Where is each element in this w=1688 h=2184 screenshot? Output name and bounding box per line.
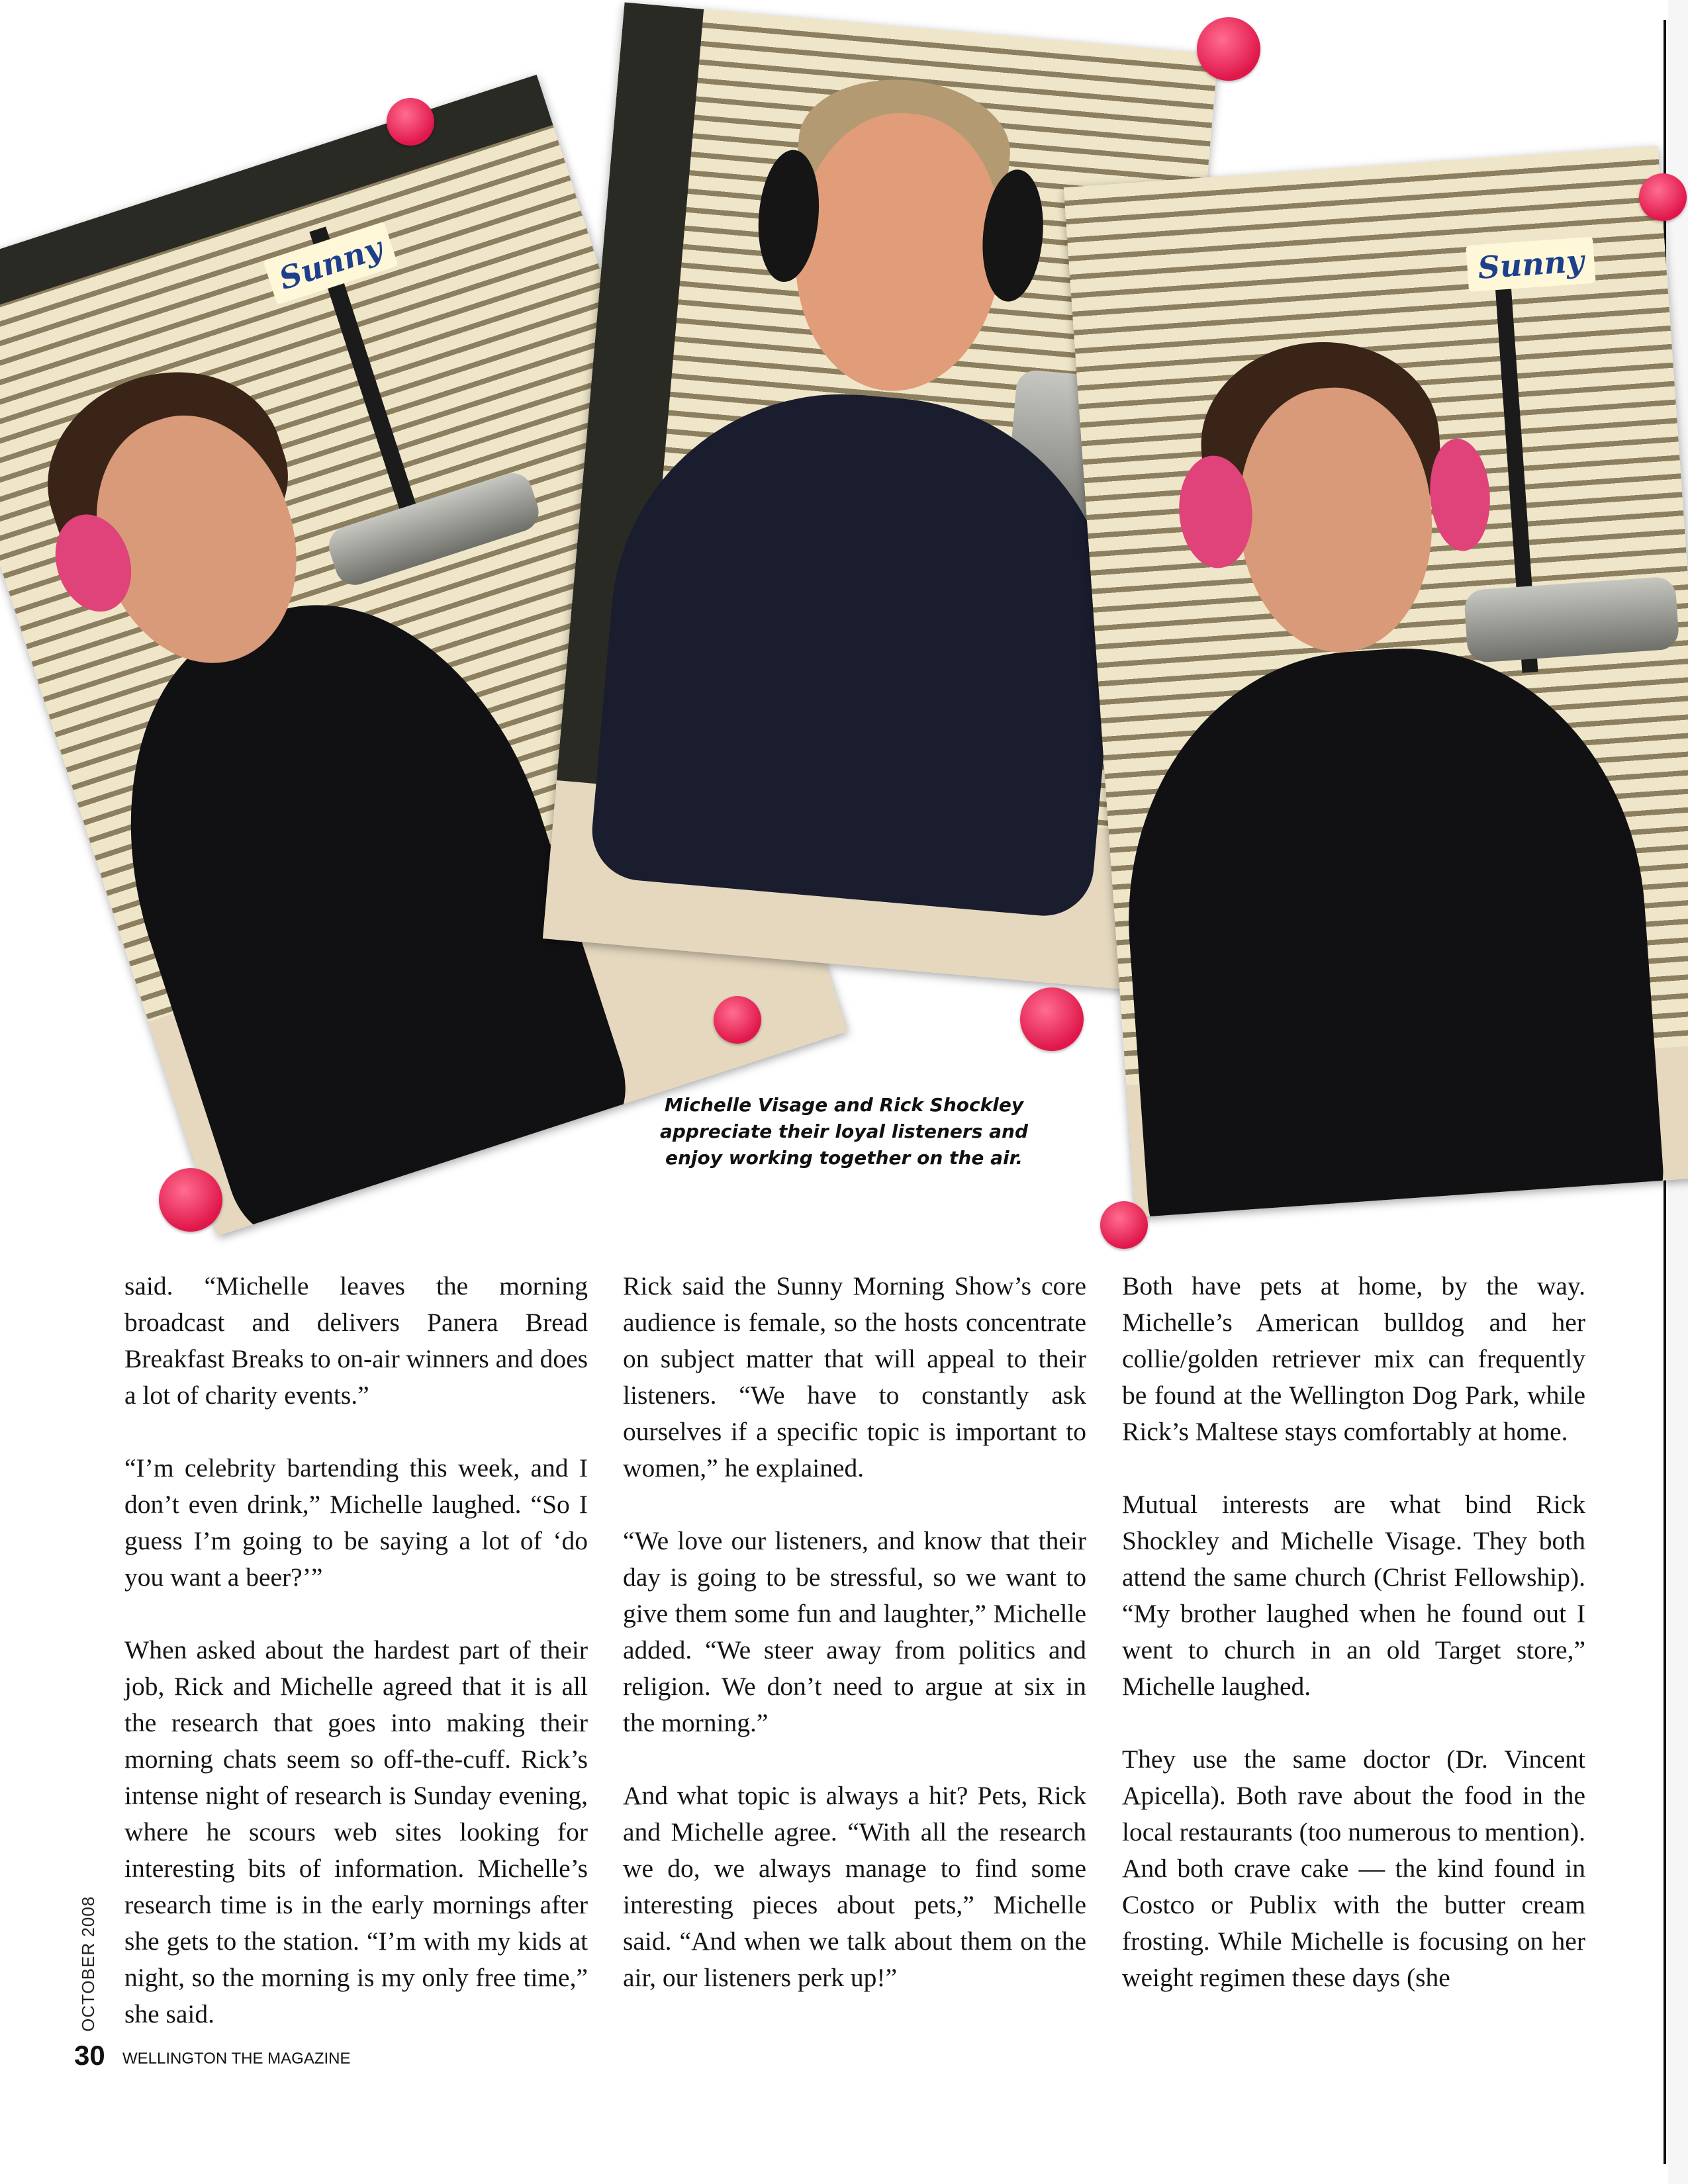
paragraph: And what topic is always a hit? Pets, Rick and Michelle agree. “With all the research we do, we always manage to find some interesting pieces about pets,” Michelle said. “And when we talk about them on the air, our listeners perk up!” <box>623 1781 1086 1992</box>
pink-dot <box>1197 17 1260 81</box>
pink-dot <box>1639 173 1687 221</box>
paragraph: Rick said the Sunny Morning Show’s core audience is female, so the hosts concentrate on subject matter that will appeal to their listeners. “We have to constantly ask ourselves if a specific topic is important to women,” he explained. <box>623 1271 1086 1482</box>
pink-dot <box>1100 1201 1148 1249</box>
magazine-name: WELLINGTON THE MAGAZINE <box>122 2050 351 2068</box>
paragraph: “I’m celebrity bartending this week, and I don’t even drink,” Michelle laughed. “So I guess I’m going to be saying a lot of ‘do you want a beer?’” <box>124 1453 588 1592</box>
paragraph: “We love our listeners, and know that their day is going to be stressful, so we want to give them some fun and laughter,” Michelle added. “We steer away from politics and religion. We don’t need to argue at six in the morning.” <box>623 1526 1086 1737</box>
caption-line: enjoy working together on the air. <box>665 1147 1023 1169</box>
paragraph: said. “Michelle leaves the morning broadcast and delivers Panera Bread Breakfast Breaks to on-air winners and does a lot of charity events.” <box>124 1271 588 1410</box>
paragraph: When asked about the hardest part of their job, Rick and Michelle agreed that it is all the research that goes into making their morning chats seem so off-the-cuff. Rick’s intense night of research is Sunday evening, where he scours web sites looking for interesting bits of information. Michelle’s research time is in the early mornings after she gets to the station. “I’m with my kids at night, so the morning is my only free time,” she said. <box>124 1635 588 2028</box>
issue-date: OCTOBER 2008 <box>78 1895 98 2032</box>
photo-caption <box>652 1092 1036 1171</box>
pink-dot <box>714 996 761 1044</box>
paragraph: They use the same doctor (Dr. Vincent Apicella). Both rave about the food in the local restaurants (too numerous to mention). And both crave cake — the kind found in Costco or Publix with the butter cream frosting. While Michelle is focusing on her weight regimen these days (she <box>1122 1745 1585 1992</box>
pink-dot <box>387 98 434 146</box>
text-column-1 <box>124 1268 588 2032</box>
station-sign: Sunny <box>263 222 399 305</box>
text-column-2 <box>623 1268 1086 1996</box>
page-number: 30 <box>74 2040 105 2071</box>
pink-dot <box>159 1168 222 1232</box>
pink-dot <box>1020 987 1084 1051</box>
photo-michelle-right <box>1064 146 1688 1218</box>
station-sign-right: Sunny <box>1466 237 1596 292</box>
text-column-3 <box>1122 1268 1585 1996</box>
paragraph: Both have pets at home, by the way. Michelle’s American bulldog and her collie/golden retriever mix can frequently be found at the Wellington Dog Park, while Rick’s Maltese stays comfortably at home. <box>1122 1271 1585 1446</box>
caption-line: appreciate their loyal listeners and <box>659 1120 1029 1142</box>
caption-line: Michelle Visage and Rick Shockley <box>664 1094 1024 1116</box>
paragraph: Mutual interests are what bind Rick Shockley and Michelle Visage. They both attend the same church (Christ Fellowship). “My brother laughed when he found out I went to church in an old Target store,” Michelle laughed. <box>1122 1490 1585 1701</box>
